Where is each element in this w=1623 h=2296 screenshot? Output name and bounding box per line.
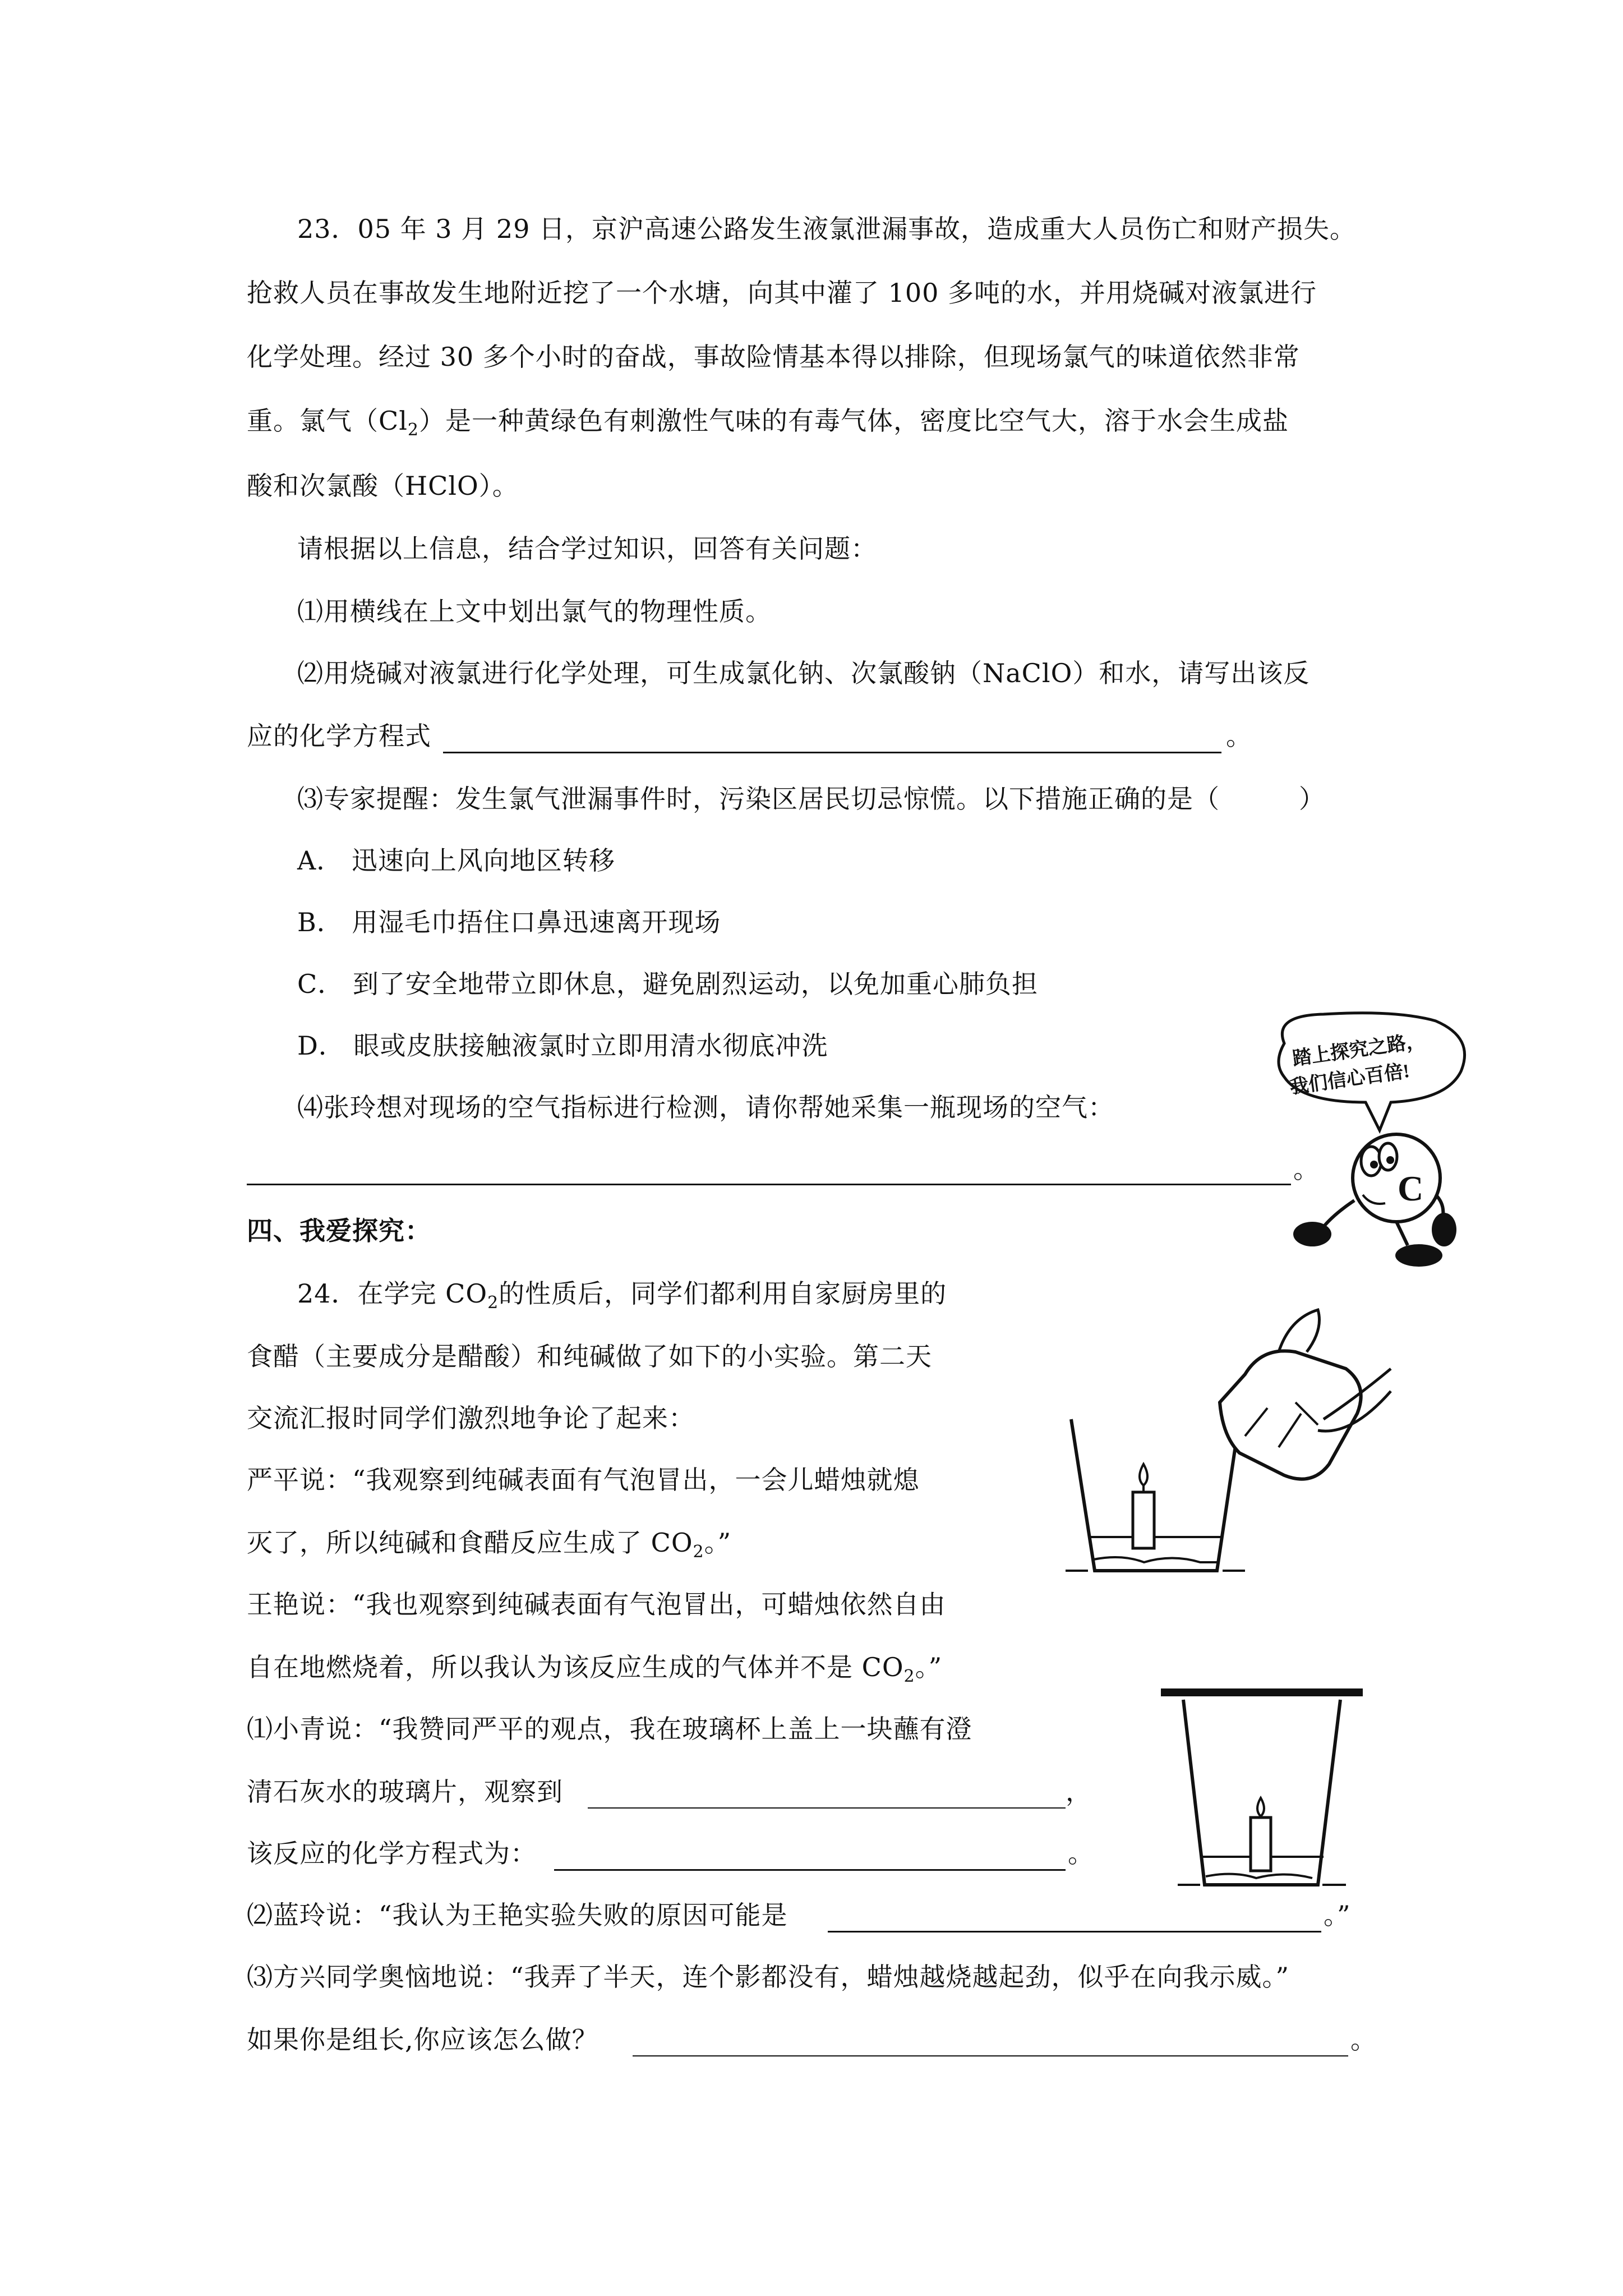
q24-line-3: 交流汇报时同学们激烈地争论了起来： bbox=[247, 1403, 695, 1433]
mascot-leg bbox=[1396, 1222, 1408, 1245]
q24-line-5-a: 灭了，所以纯碱和食醋反应生成了 CO bbox=[247, 1527, 693, 1558]
bubble-text-1: 踏上探究之路， bbox=[1291, 1030, 1427, 1070]
option-c: C． 到了安全地带立即休息，避免剧烈运动，以免加重心肺负担 bbox=[297, 969, 1038, 999]
answer-blank-equation[interactable] bbox=[443, 752, 1221, 753]
q24-line-2: 食醋（主要成分是醋酸）和纯碱做了如下的小实验。第二天 bbox=[247, 1341, 932, 1372]
q24-p3-line-1: ⑶方兴同学奥恼地说：“我弄了半天，连个影都没有，蜡烛越烧越起劲，似乎在向我示威。” bbox=[247, 1962, 1290, 1992]
q23-sub-4: ⑷张玲想对现场的空气指标进行检测，请你帮她采集一瓶现场的空气： bbox=[297, 1092, 1114, 1122]
q24-p2: ⑵蓝玲说：“我认为王艳实验失败的原因可能是 bbox=[247, 1900, 788, 1930]
q24-line-7 bbox=[247, 1650, 942, 1694]
q24-line-7-a: 自在地燃烧着，所以我认为该反应生成的气体并不是 CO bbox=[247, 1652, 904, 1682]
q23-sub-1: ⑴用横线在上文中划出氯气的物理性质。 bbox=[297, 596, 772, 627]
q24-line-5-b: 。” bbox=[704, 1527, 732, 1558]
subscript: 2 bbox=[693, 1542, 704, 1562]
q23-sub-2-line-1: ⑵用烧碱对液氯进行化学处理，可生成氯化钠、次氯酸钠（NaClO）和水，请写出该反 bbox=[297, 658, 1310, 688]
q23-line-4-b: ）是一种黄绿色有刺激性气味的有毒气体，密度比空气大，溶于水会生成盐 bbox=[419, 406, 1289, 436]
bubble-text-2: 我们信心百倍! bbox=[1288, 1060, 1411, 1098]
q24-p1-line-2-end: ， bbox=[1066, 1777, 1092, 1807]
q23-line-3: 化学处理。经过 30 多个小时的奋战，事故险情基本得以排除，但现场氯气的味道依然非常 bbox=[247, 342, 1300, 372]
q23-line-5: 酸和次氯酸（HClO）。 bbox=[247, 471, 519, 501]
q23-line-4-a: 重。氯气（Cl bbox=[247, 406, 408, 436]
candle bbox=[1251, 1818, 1271, 1871]
subscript: 2 bbox=[903, 1667, 915, 1686]
mascot-eye-right bbox=[1379, 1143, 1397, 1170]
q24-p2-end: 。” bbox=[1324, 1900, 1351, 1930]
answer-blank-observation[interactable] bbox=[588, 1807, 1066, 1809]
mascot-letter: C bbox=[1398, 1168, 1424, 1208]
q24-line-5 bbox=[247, 1526, 731, 1569]
q23-line-1: 23．05 年 3 月 29 日，京沪高速公路发生液氯泄漏事故，造成重大人员伤亡和财产损失。 bbox=[297, 214, 1356, 244]
q23-sub-2-end: 。 bbox=[1226, 721, 1252, 751]
q23-line-4 bbox=[247, 404, 1289, 447]
q23-sub-3: ⑶专家提醒：发生氯气泄漏事件时，污染区居民切忌惊慌。以下措施正确的是（ ） bbox=[297, 784, 1325, 814]
q24-p1-line-3: 该反应的化学方程式为： bbox=[247, 1838, 537, 1869]
answer-blank-reason[interactable] bbox=[828, 1931, 1321, 1932]
option-d: D． 眼或皮肤接触液氯时立即用清水彻底冲洗 bbox=[297, 1030, 828, 1061]
q23-line-2: 抢救人员在事故发生地附近挖了一个水塘，向其中灌了 100 多吨的水，并用烧碱对液氯进行 bbox=[247, 278, 1317, 308]
mascot-pupil-left bbox=[1370, 1161, 1378, 1168]
q24-p3-end: 。 bbox=[1350, 2024, 1377, 2055]
q23-sub-4-end: 。 bbox=[1293, 1154, 1320, 1184]
candle bbox=[1133, 1492, 1154, 1548]
q24-line-1-b: 的性质后，同学们都利用自家厨房里的 bbox=[499, 1278, 947, 1309]
mascot-hand-left bbox=[1293, 1222, 1331, 1246]
bottle bbox=[1220, 1351, 1361, 1479]
mascot-hand-right bbox=[1432, 1213, 1456, 1246]
subscript: 2 bbox=[407, 420, 419, 440]
q24-line-1 bbox=[297, 1277, 947, 1320]
q24-line-6: 王艳说：“我也观察到纯碱表面有气泡冒出，可蜡烛依然自由 bbox=[247, 1589, 946, 1619]
answer-blank-suggestion[interactable] bbox=[633, 2055, 1348, 2056]
candle-flame bbox=[1140, 1464, 1147, 1485]
glass-plate bbox=[1161, 1688, 1363, 1696]
q23-sub-2-line-2: 应的化学方程式 bbox=[247, 721, 431, 751]
q23-intro: 请根据以上信息，结合学过知识，回答有关问题： bbox=[297, 533, 877, 564]
mascot-foot bbox=[1395, 1244, 1442, 1267]
mascot-illustration bbox=[1251, 1010, 1509, 1273]
q24-line-7-b: 。” bbox=[915, 1652, 943, 1682]
q24-p3-line-2: 如果你是组长,你应该怎么做？ bbox=[247, 2024, 598, 2055]
experiment-figure-pouring bbox=[1054, 1307, 1402, 1588]
soda-bubbles bbox=[1094, 1557, 1217, 1562]
q24-line-1-a: 24．在学完 CO bbox=[297, 1278, 488, 1309]
answer-blank-air-sample[interactable] bbox=[247, 1184, 1291, 1185]
q24-p1-line-1: ⑴小青说：“我赞同严平的观点，我在玻璃杯上盖上一块蘸有澄 bbox=[247, 1714, 972, 1744]
option-a: A． 迅速向上风向地区转移 bbox=[297, 845, 615, 876]
mascot-pupil-right bbox=[1386, 1156, 1394, 1164]
q24-p1-line-3-end: 。 bbox=[1068, 1838, 1094, 1869]
option-b: B． 用湿毛巾捂住口鼻迅速离开现场 bbox=[297, 907, 721, 937]
subscript: 2 bbox=[487, 1293, 499, 1313]
section-title: 四、我爱探究： bbox=[247, 1216, 431, 1246]
q24-p1-line-2: 清石灰水的玻璃片，观察到 bbox=[247, 1777, 563, 1807]
q24-line-4: 严平说：“我观察到纯碱表面有气泡冒出，一会儿蜡烛就熄 bbox=[247, 1465, 920, 1495]
answer-blank-equation-2[interactable] bbox=[554, 1869, 1066, 1871]
experiment-figure-covered bbox=[1155, 1677, 1368, 1896]
hand-top bbox=[1279, 1310, 1320, 1352]
candle-flame bbox=[1257, 1798, 1264, 1816]
